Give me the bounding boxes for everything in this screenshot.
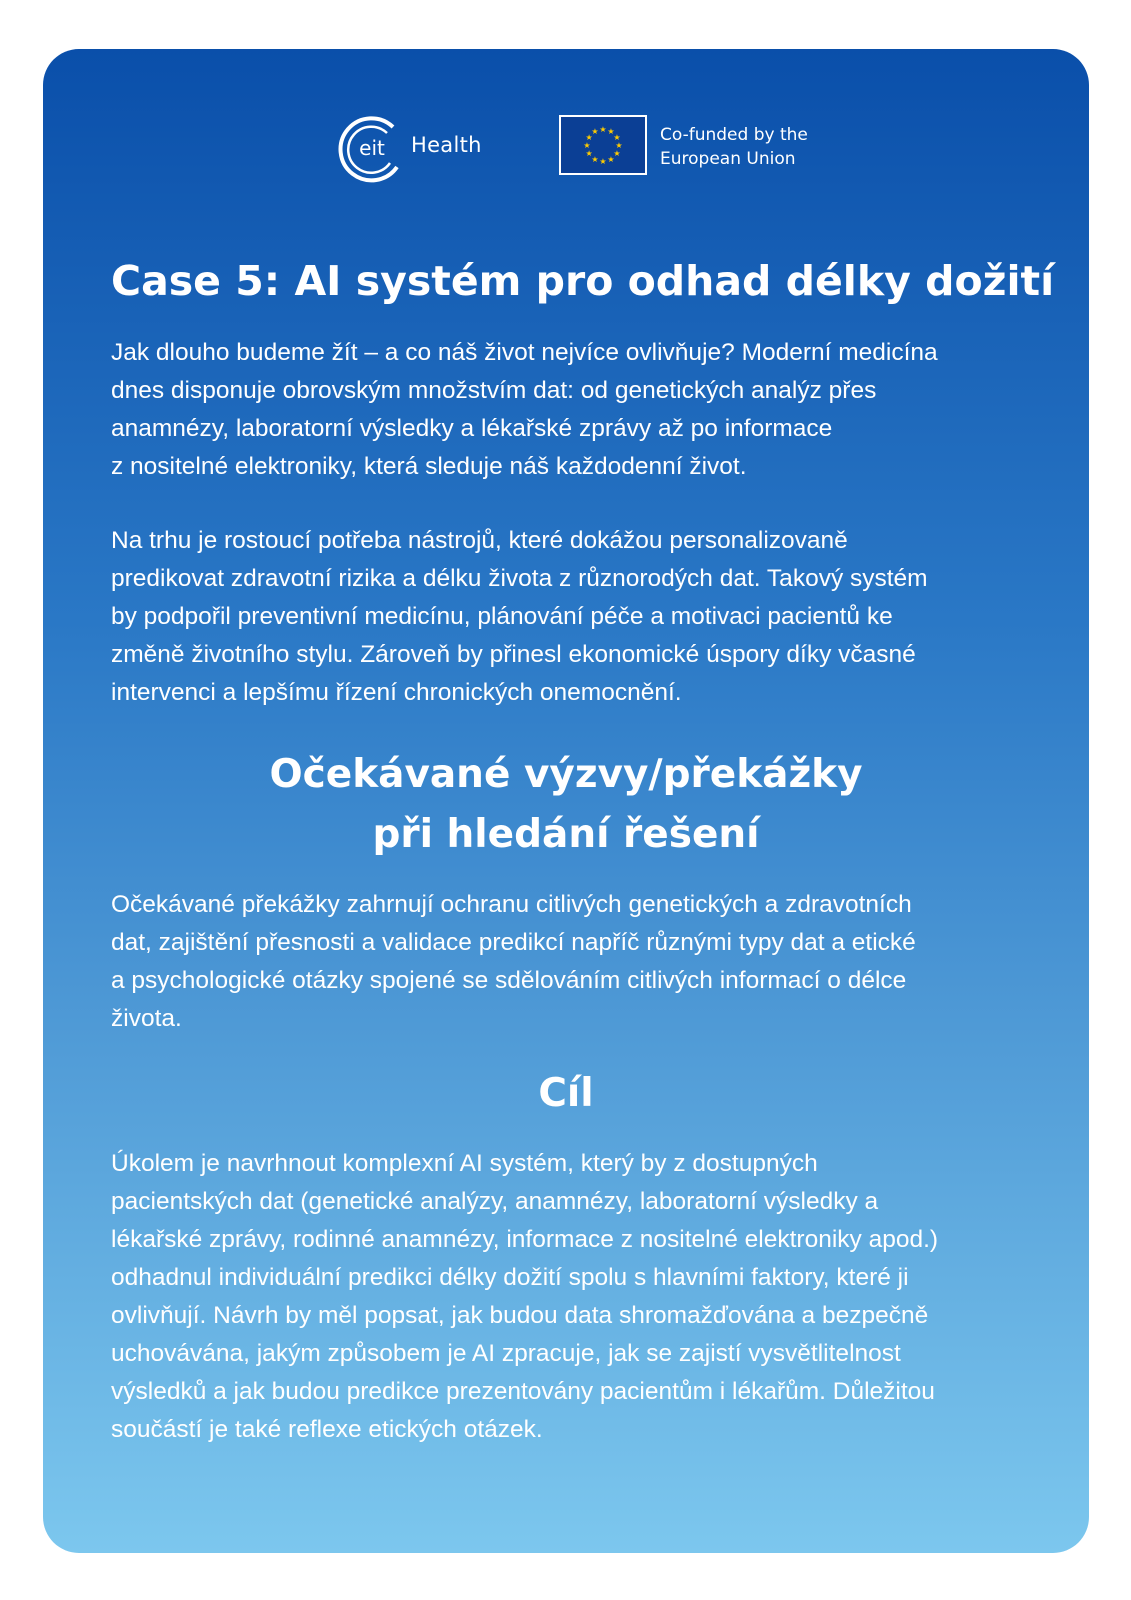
- info-card: [43, 49, 1089, 1553]
- intro-line: Jak dlouho budeme žít – a co náš život nejvíce ovlivňuje? Moderní medicína: [111, 339, 938, 366]
- intro-line: dnes disponuje obrovským množstvím dat: od genetických analýz přes: [111, 377, 877, 404]
- eu-star-icon: ★: [585, 149, 593, 158]
- market-line: intervenci a lepšímu řízení chronických onemocnění.: [111, 679, 682, 706]
- market-line: změně životního stylu. Zároveň by přinesl ekonomické úspory díky včasné: [111, 641, 916, 668]
- eit-circle-icon: [337, 113, 407, 185]
- market-line: predikovat zdravotní rizika a délku života z různorodých dat. Takový systém: [111, 565, 928, 592]
- eu-star-icon: ★: [585, 133, 593, 142]
- eu-star-icon: ★: [599, 125, 607, 134]
- eu-cofunded-logo: [559, 115, 819, 179]
- challenges-heading: [111, 745, 1021, 865]
- challenges-line: Očekávané překážky zahrnují ochranu citlivých genetických a zdravotních: [111, 891, 912, 918]
- goal-line: výsledků a jak budou predikce prezentovány pacientům i lékařům. Důležitou: [111, 1378, 935, 1405]
- challenges-line: a psychologické otázky spojené se sdělováním citlivých informací o délce: [111, 967, 907, 994]
- market-line: Na trhu je rostoucí potřeba nástrojů, které dokážou personalizovaně: [111, 527, 848, 554]
- page-title: Case 5: AI systém pro odhad délky dožití: [111, 257, 1055, 305]
- challenges-heading-line: Očekávané výzvy/překážky: [269, 752, 863, 797]
- intro-line: z nositelné elektroniky, která sleduje náš každodenní život.: [111, 453, 747, 480]
- challenges-heading-line: při hledání řešení: [372, 812, 760, 857]
- eu-star-icon: ★: [607, 127, 615, 137]
- eit-health-logo: [337, 113, 507, 185]
- eu-text-line-1: Co-funded by the: [660, 125, 808, 145]
- eu-flag-icon: [559, 115, 647, 175]
- intro-paragraph: [111, 334, 1021, 486]
- goal-line: pacientských dat (genetické analýzy, anamnézy, laboratorní výsledky a: [111, 1188, 879, 1215]
- eu-star-icon: ★: [613, 133, 621, 142]
- eu-star-icon: ★: [615, 141, 623, 150]
- goal-line: odhadnul individuální predikci délky dožití spolu s hlavními faktory, které ji: [111, 1264, 909, 1291]
- eu-star-icon: ★: [591, 154, 599, 164]
- goal-line: uchovávána, jakým způsobem je AI zpracuje, jak se zajistí vysvětlitelnost: [111, 1340, 901, 1367]
- eu-text-line-2: European Union: [660, 149, 796, 169]
- goal-heading: Cíl: [538, 1071, 594, 1116]
- eu-star-icon: ★: [607, 154, 615, 164]
- goal-line: součástí je také reflexe etických otázek.: [111, 1416, 543, 1443]
- challenges-paragraph: [111, 886, 1021, 1038]
- goal-line: ovlivňují. Návrh by měl popsat, jak budou data shromažďována a bezpečně: [111, 1302, 929, 1329]
- market-paragraph: [111, 522, 1021, 712]
- eu-star-icon: ★: [583, 141, 591, 150]
- challenges-line: dat, zajištění přesnosti a validace predikcí napříč různými typy dat a etické: [111, 929, 916, 956]
- intro-line: anamnézy, laboratorní výsledky a lékařské zprávy až po informace: [111, 415, 833, 442]
- goal-line: lékařské zprávy, rodinné anamnézy, informace z nositelné elektroniky apod.): [111, 1226, 939, 1253]
- eit-mark: eit: [359, 136, 385, 160]
- challenges-line: života.: [111, 1005, 182, 1032]
- goal-paragraph: [111, 1145, 1021, 1449]
- goal-line: Úkolem je navrhnout komplexní AI systém, který by z dostupných: [111, 1150, 818, 1177]
- eu-star-icon: ★: [599, 157, 607, 166]
- eu-star-icon: ★: [591, 127, 599, 137]
- logo-bar: [43, 113, 1089, 185]
- eu-stars-icon: [561, 117, 645, 173]
- eu-star-icon: ★: [613, 149, 621, 158]
- market-line: by podpořil preventivní medicínu, plánování péče a motivaci pacientů ke: [111, 603, 893, 630]
- eu-cofunded-text: [660, 123, 808, 171]
- eit-health-label: Health: [411, 133, 482, 157]
